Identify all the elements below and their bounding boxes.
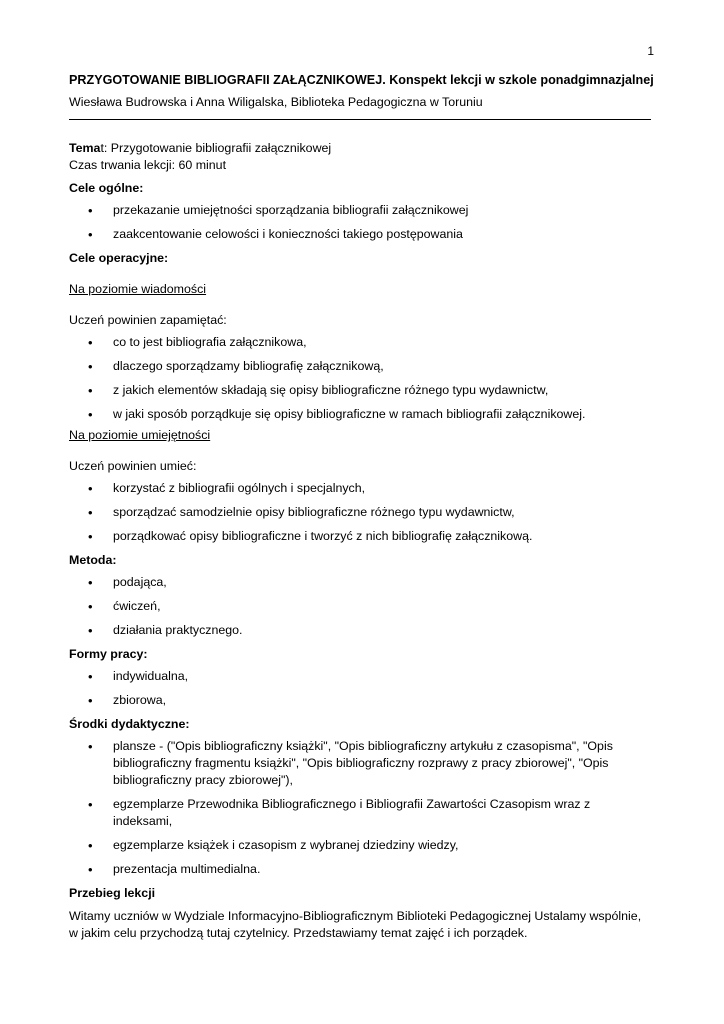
- skills-intro: Uczeń powinien umieć:: [69, 459, 197, 473]
- knowledge-level-heading: Na poziomie wiadomości: [69, 282, 207, 296]
- method-list: [69, 574, 651, 639]
- header-divider: [69, 119, 651, 120]
- lesson-course-heading: Przebieg lekcji: [69, 886, 156, 900]
- list-item: • ćwiczeń,: [69, 598, 651, 615]
- document-body: [69, 72, 654, 942]
- list-item: • plansze - ("Opis bibliograficzny książki", "Opis bibliograficzny artykułu z czasopisma", "Opis bibliograficzny fragmentu książki", "Opis bibliograficzny rozprawy z pracy zbiorowej", "Opis bibliograficzny pracy zbiorowej"),: [69, 738, 651, 789]
- general-goals-list: [69, 202, 651, 243]
- teaching-aids-list: [69, 738, 651, 878]
- knowledge-intro: Uczeń powinien zapamiętać:: [69, 313, 227, 327]
- list-item: • zaakcentowanie celowości i konieczności takiego postępowania: [69, 226, 651, 243]
- list-item: • sporządzać samodzielnie opisy bibliograficzne różnego typu wydawnictw,: [69, 504, 651, 521]
- list-item: • egzemplarze książek i czasopism z wybranej dziedziny wiedzy,: [69, 837, 651, 854]
- list-item: • egzemplarze Przewodnika Bibliograficznego i Bibliografii Zawartości Czasopism wraz z indeksami,: [69, 796, 651, 830]
- skills-list: [69, 480, 651, 545]
- general-goals-heading: Cele ogólne:: [69, 181, 144, 195]
- work-forms-heading: Formy pracy:: [69, 647, 148, 661]
- list-item: • porządkować opisy bibliograficzne i tworzyć z nich bibliografię załącznikową.: [69, 528, 651, 545]
- list-item: • przekazanie umiejętności sporządzania bibliografii załącznikowej: [69, 202, 651, 219]
- list-item: • korzystać z bibliografii ogólnych i specjalnych,: [69, 480, 651, 497]
- teaching-aids-heading: Środki dydaktyczne:: [69, 717, 190, 731]
- list-item: • działania praktycznego.: [69, 622, 651, 639]
- list-item: • z jakich elementów składają się opisy bibliograficzne różnego typu wydawnictw,: [69, 382, 651, 399]
- work-forms-list: [69, 668, 651, 709]
- document-title: PRZYGOTOWANIE BIBLIOGRAFII ZAŁĄCZNIKOWEJ. Konspekt lekcji w szkole ponadgimnazjalnej: [69, 73, 654, 87]
- knowledge-list: [69, 334, 651, 423]
- operational-goals-heading: Cele operacyjne:: [69, 251, 169, 265]
- list-item: • prezentacja multimedialna.: [69, 861, 651, 878]
- list-item: • w jaki sposób porządkuje się opisy bibliograficzne w ramach bibliografii załącznikowej.: [69, 406, 651, 423]
- lesson-topic: [69, 140, 651, 157]
- skills-level-heading: Na poziomie umiejętności: [69, 428, 211, 442]
- list-item: • dlaczego sporządzamy bibliografię załącznikową,: [69, 358, 651, 375]
- method-heading: Metoda:: [69, 553, 117, 567]
- list-item: • zbiorowa,: [69, 692, 651, 709]
- document-authors: Wiesława Budrowska i Anna Wiligalska, Biblioteka Pedagogiczna w Toruniu: [69, 95, 483, 109]
- list-item: • indywidualna,: [69, 668, 651, 685]
- lesson-duration: Czas trwania lekcji: 60 minut: [69, 158, 227, 172]
- lesson-course-text: Witamy uczniów w Wydziale Informacyjno-Bibliograficznym Biblioteki Pedagogicznej Ustalamy wspólnie, w jakim celu przychodzą tutaj czytelnicy. Przedstawiamy temat zajęć i ich porządek.: [69, 909, 642, 940]
- list-item: • podająca,: [69, 574, 651, 591]
- topic-label-bold: Tema: [69, 141, 101, 155]
- topic-label-rest: t:: [100, 141, 111, 155]
- topic-value: Przygotowanie bibliografii załącznikowej: [110, 141, 332, 155]
- page-number: 1: [647, 44, 654, 58]
- list-item: • co to jest bibliografia załącznikowa,: [69, 334, 651, 351]
